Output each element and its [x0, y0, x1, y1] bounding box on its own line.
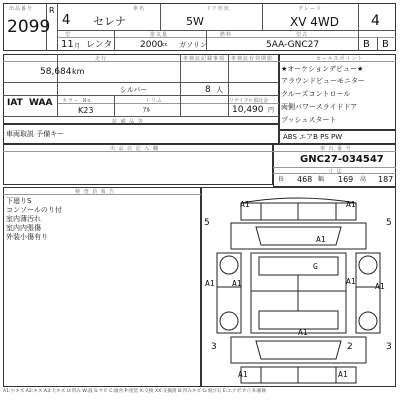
year-unit: 月	[74, 43, 81, 50]
model-code: 5AA-GNC27	[266, 40, 320, 50]
sales-point-item: 両側パワースライドドア	[281, 103, 358, 111]
damage-mark: 2	[347, 342, 353, 352]
damage-mark: 3	[386, 342, 392, 352]
equip: ABS エアB PS PW	[283, 133, 343, 141]
fuel-label: 燃料	[220, 32, 233, 38]
ext-grade: B	[382, 39, 389, 50]
damage-mark: A1	[240, 200, 250, 209]
inspector-item: 下廻りS	[6, 197, 32, 205]
year-bottom: 11	[61, 39, 74, 50]
recycle-fee: 10,490	[232, 105, 264, 115]
score: 4	[371, 13, 380, 29]
r-mark: R	[49, 6, 55, 15]
damage-mark: A1	[346, 200, 356, 209]
chassis-label: 車 台 番 号	[320, 146, 352, 152]
mileage-label: 走行	[95, 56, 108, 62]
damage-mark: 5	[386, 218, 392, 228]
seal-label: 車検証記載事項	[183, 56, 226, 62]
lot-label: 出品番号	[9, 6, 34, 12]
damage-mark: 3	[211, 342, 217, 352]
inspector-item: 室内内張傷	[6, 224, 41, 232]
car-diagram	[201, 187, 396, 387]
inspector-item: 室内薄汚れ	[6, 215, 41, 223]
inspection-label: 車検証有効期限	[231, 56, 274, 62]
fuel: ガソリン	[179, 41, 207, 49]
damage-mark: A1	[375, 282, 385, 291]
history-frame	[3, 124, 279, 144]
transmission: IAT	[7, 98, 23, 108]
ac: WAA	[29, 98, 53, 108]
lot-number: 2099	[7, 17, 51, 37]
chassis-number: GNC27-034547	[300, 154, 384, 165]
notes-title: 出 品 店 記 入 欄	[110, 146, 159, 152]
color-label: カラー No.	[62, 98, 94, 104]
mileage-unit: km	[72, 67, 85, 76]
car-name-label: 車名	[133, 6, 146, 12]
doors: 5W	[186, 15, 204, 28]
length-label: 長	[278, 176, 285, 183]
displacement-unit: cc	[162, 42, 168, 48]
sales-points-title: セールスポイント	[316, 56, 364, 62]
inspector-title: 検 査 員 報 告	[75, 189, 116, 195]
trim-code: ｱﾙ	[143, 106, 150, 114]
history-label: 装 備 品 等	[112, 119, 144, 125]
color: シルバー	[120, 86, 148, 94]
length: 468	[297, 175, 313, 184]
damage-mark: A1	[338, 370, 348, 379]
grade-label: グレード	[298, 6, 323, 12]
use-type: レンタ	[86, 40, 113, 50]
seats-unit: 人	[216, 86, 223, 94]
damage-mark: A1	[316, 235, 326, 244]
seats: 8	[205, 85, 211, 95]
sales-point-item: アラウンドビューモニター	[281, 77, 365, 85]
damage-mark: A1	[238, 370, 248, 379]
mileage: 58,684	[40, 67, 72, 77]
type-label: 型	[65, 32, 72, 38]
model-label: 型式	[296, 32, 309, 38]
displacement: 2000	[140, 40, 163, 50]
dims-label: 寸 法	[328, 169, 343, 175]
damage-mark: 5	[204, 218, 210, 228]
sales-point-item: ★オーケションデビュー★	[281, 65, 364, 73]
inspector-item: 外装小傷有り	[6, 233, 48, 241]
inspector-item: コンソールのり付	[6, 206, 62, 214]
damage-mark: A1	[205, 279, 215, 288]
width: 169	[338, 175, 354, 184]
sales-point-item: プッシュスタート	[281, 116, 337, 124]
width-label: 幅	[318, 176, 325, 183]
history-text: 車両取説 予備キー	[6, 130, 65, 138]
damage-mark: A1	[346, 277, 356, 286]
door-label: ドア形状	[206, 6, 230, 12]
damage-legend: A1:小キズ A2:キズ A3:大キズ U:凹み W:波 S:サビ C:腐食 P:塗装 X:交換 XX:交換済 B:凹みキズ G:飛び石 E:エクボ Y:穴 R:補修	[3, 389, 267, 394]
color-code: K23	[78, 106, 94, 115]
year-top: 4	[62, 13, 71, 28]
grade: XV 4WD	[290, 15, 339, 29]
recycle-unit: 円	[268, 107, 275, 114]
height: 187	[378, 175, 394, 184]
int-grade: B	[363, 39, 370, 50]
displacement-label: 排気量	[150, 32, 169, 38]
height-label: 高	[360, 176, 367, 183]
recycle-label: リサイクル預託金	[229, 98, 269, 104]
damage-mark: G	[313, 262, 318, 271]
sales-point-item: クルーズコントロール	[281, 90, 351, 98]
car-name: セレナ	[93, 15, 126, 28]
damage-mark: A1	[232, 279, 242, 288]
trim-label: トリム	[145, 98, 164, 104]
damage-mark: A1	[298, 328, 308, 337]
